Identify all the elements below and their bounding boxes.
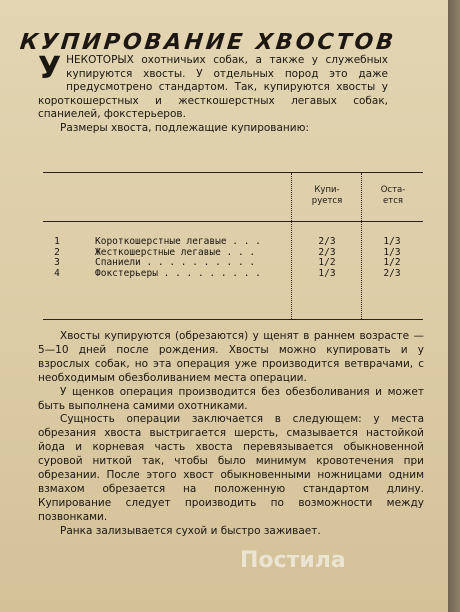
- site-watermark: Постила: [240, 548, 346, 573]
- row-number: 1: [54, 236, 60, 247]
- body-paragraph: Ранка зализывается сухой и быстро заживает.: [60, 524, 321, 537]
- table-row: [43, 258, 423, 269]
- article-body: [38, 330, 424, 539]
- table-row: [43, 237, 423, 248]
- header-cut: Купи- руется: [311, 185, 343, 206]
- row-left: 1/3: [383, 246, 401, 258]
- row-number: 3: [54, 257, 60, 268]
- dropcap-letter: У: [38, 51, 62, 86]
- adjacent-page-edge: [448, 0, 460, 612]
- intro-paragraph: [38, 51, 388, 135]
- row-cut: 2/3: [318, 246, 336, 258]
- body-paragraph: Хвосты купируются (обрезаются) у щенят в раннем возрасте — 5—10 дней после рождения. Хвосты можно купировать и у взрослых собак, но эта операция уже производится ветврачами, с необходимым обезболиванием места операции.: [38, 330, 424, 384]
- table-header-divider: [43, 221, 423, 222]
- table-body: [43, 237, 423, 279]
- table-row: [43, 248, 423, 259]
- table-caption: Размеры хвоста, подлежащие купированию:: [60, 121, 309, 134]
- body-paragraph: У щенков операция производится без обезболивания и может быть выполнена самими охотниками.: [38, 385, 424, 412]
- row-cut: 2/3: [318, 236, 336, 247]
- intro-text: НЕКОТОРЫХ охотничьих собак, а также у служебных купируются хвосты. У отдельных пород это даже предусмотрено стандартом. Так, купируются хвосты у короткошерстных и жесткошерстных легавых собак, спаниелей, фокстерьеров.: [38, 54, 388, 120]
- article-title: КУПИРОВАНИЕ ХВОСТОВ: [18, 30, 398, 55]
- body-paragraph: Сущность операции заключается в следующем: у места обрезания хвоста выстригается шерсть, смазывается настойкой йода и корневая часть хвоста перевязывается обыкновенной суровой ниткой так, чтобы было минимум кровотечения при обрезании. После этого хвост обыкновенными ножницами одним взмахом обрезается на положенную стандартом длину. Купирование следует производить по возможности между позвонками.: [38, 413, 424, 523]
- table-row: [43, 269, 423, 280]
- row-breed: Фокстерьеры . . . . . . . . .: [95, 268, 261, 279]
- row-breed: Спаниели . . . . . . . . . .: [95, 258, 256, 268]
- row-number: 4: [54, 267, 60, 279]
- row-breed: Жесткошерстные легавые . . .: [95, 247, 256, 258]
- header-left: Оста- ется: [380, 185, 406, 206]
- tail-size-table: [43, 172, 423, 320]
- row-breed: Короткошерстные легавые . . .: [95, 237, 261, 247]
- row-left: 2/3: [383, 267, 401, 279]
- row-left: 1/2: [383, 257, 401, 268]
- row-left: 1/3: [383, 236, 401, 247]
- row-cut: 1/3: [318, 267, 336, 279]
- row-number: 2: [54, 246, 60, 258]
- row-cut: 1/2: [318, 257, 336, 268]
